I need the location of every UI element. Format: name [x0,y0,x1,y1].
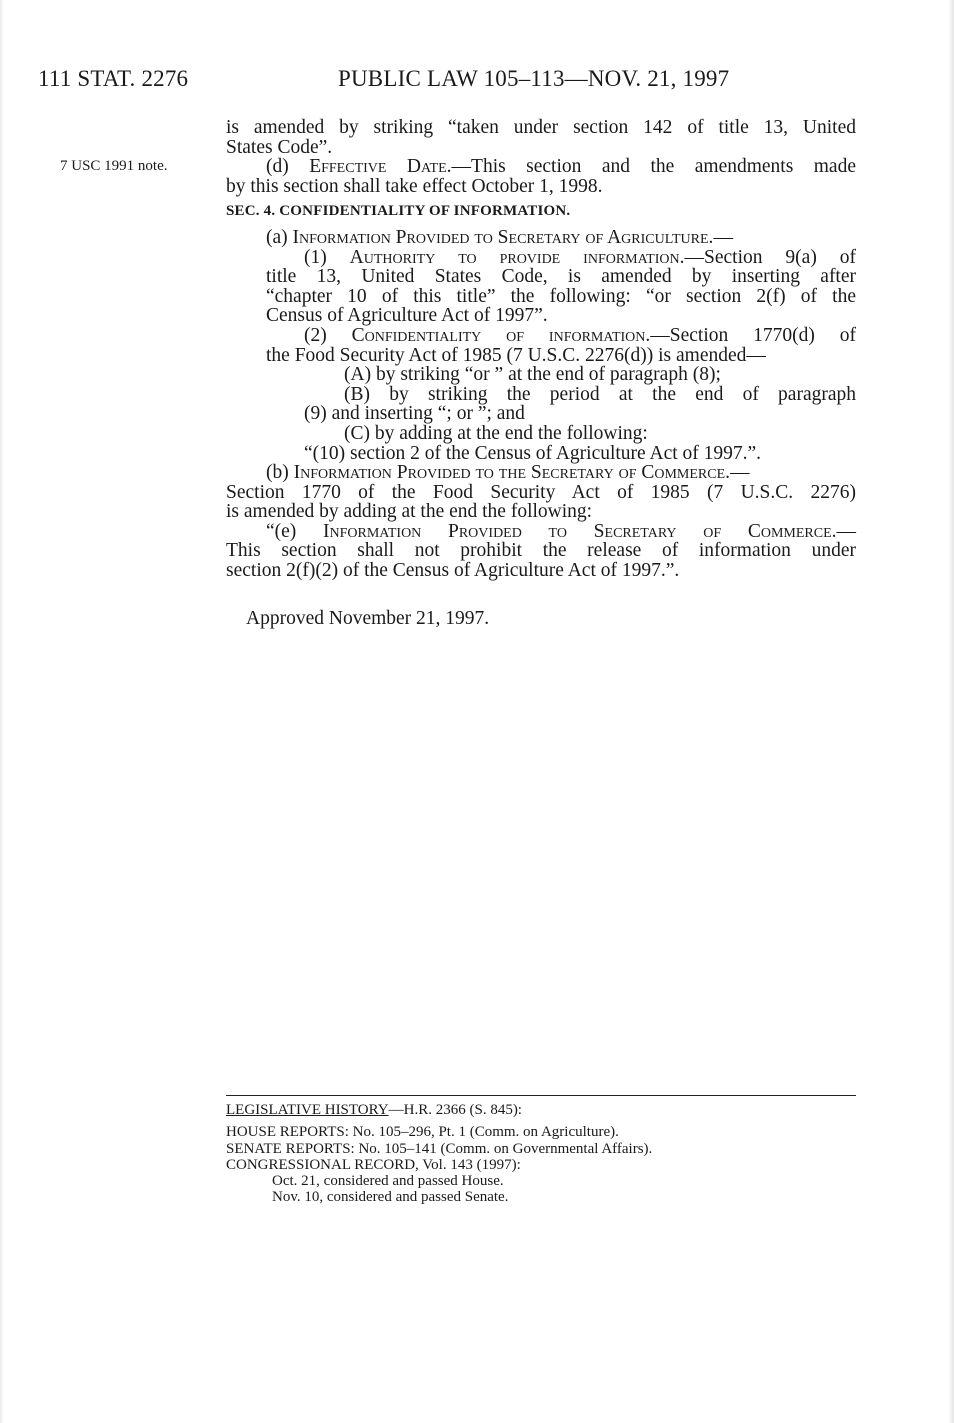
house-reports: HOUSE REPORTS: No. 105–296, Pt. 1 (Comm. on Agriculture). [226,1124,619,1141]
text-line: is amended by striking “taken under section 142 of title 13, United [226,117,856,138]
clause-a: (A) by striking “or ” at the end of paragraph (8); [344,364,721,386]
text-line: by this section shall take effect October 1, 1998. [226,175,603,197]
approval-date: Approved November 21, 1997. [246,608,490,629]
text-line: the Food Security Act of 1985 (7 U.S.C. 2276(d)) is amended— [266,344,766,366]
law-text-body [226,118,856,581]
text-line: Census of Agriculture Act of 1997”. [266,305,548,327]
footnote-rule [226,1095,856,1096]
text-line: “chapter 10 of this title” the following: “or section 2(f) of the [266,285,856,307]
effective-date-line: (d) Effective Date.—This section and the amendments made [266,156,856,178]
inserted-paragraph-10: “(10) section 2 of the Census of Agriculture Act of 1997.”. [304,442,762,464]
subsection-b-heading: (b) Information Provided to the Secretary of Commerce.— [266,462,750,484]
legislative-history [226,1102,866,1206]
text-line: Section 1770 of the Food Security Act of 1985 (7 U.S.C. 2276) [226,481,856,503]
margin-note: 7 USC 1991 note. [60,158,168,174]
section-heading: SEC. 4. CONFIDENTIALITY OF INFORMATION. [226,203,571,220]
scan-edge-left [0,0,4,1423]
text-line: section 2(f)(2) of the Census of Agriculture Act of 1997.”. [226,560,680,582]
running-head-title: PUBLIC LAW 105–113—NOV. 21, 1997 [338,66,730,91]
paragraph-1-line: (1) Authority to provide information.—Section 9(a) of [304,246,856,268]
subsection-a-heading: (a) Information Provided to Secretary of Agriculture.— [266,226,733,248]
senate-action: Nov. 10, considered and passed Senate. [272,1189,509,1206]
paragraph-2-line: (2) Confidentiality of information.—Section 1770(d) of [304,324,856,346]
scan-edge-right [948,0,954,1423]
congressional-record: CONGRESSIONAL RECORD, Vol. 143 (1997): [226,1156,521,1173]
senate-reports: SENATE REPORTS: No. 105–141 (Comm. on Governmental Affairs). [226,1140,653,1157]
clause-c: (C) by adding at the end the following: [344,422,648,444]
text-line: This section shall not prohibit the release of information under [226,540,856,562]
text-line: (9) and inserting “; or ”; and [304,403,525,425]
text-line: title 13, United States Code, is amended by inserting after [266,266,856,288]
text-line: States Code”. [226,136,333,158]
clause-b: (B) by striking the period at the end of paragraph [344,383,856,405]
legislative-history-heading: LEGISLATIVE HISTORY—H.R. 2366 (S. 845): [226,1102,522,1118]
subsection-e-heading: “(e) Information Provided to Secretary of Commerce.— [266,520,856,542]
statute-page-number: 111 STAT. 2276 [38,66,189,91]
text-line: is amended by adding at the end the following: [226,501,593,523]
house-action: Oct. 21, considered and passed House. [272,1173,504,1190]
